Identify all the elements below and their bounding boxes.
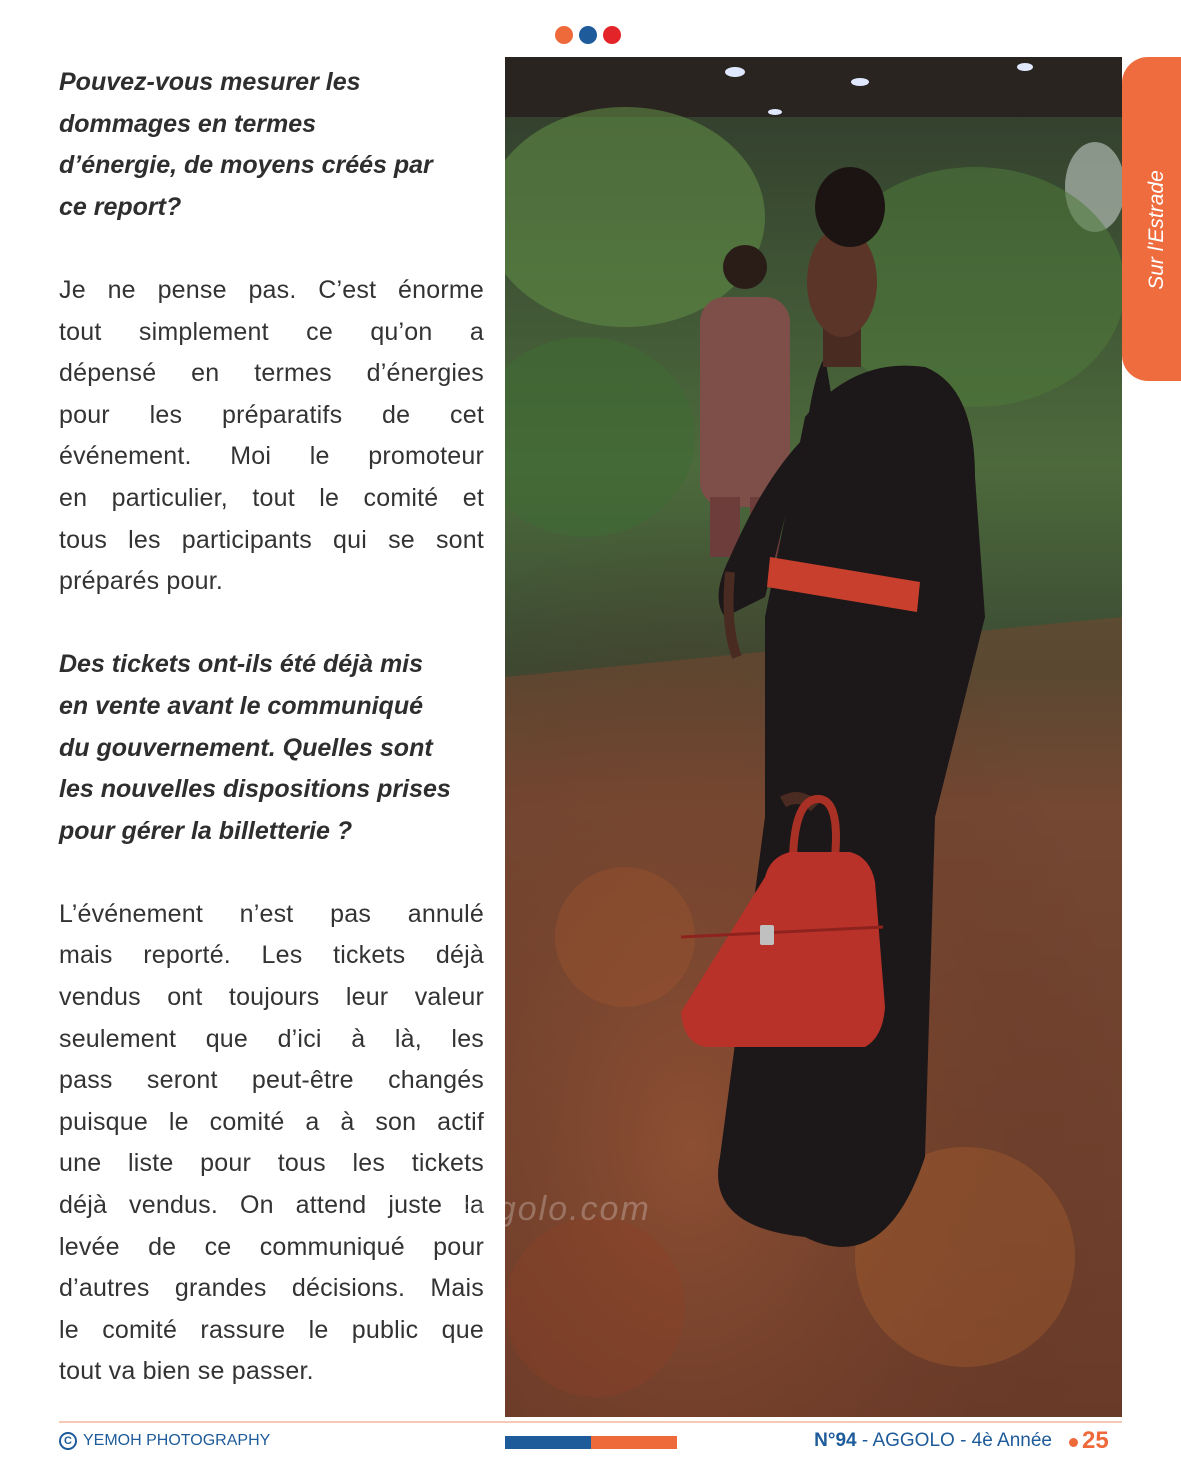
text-line: vendus ont toujours leur valeur — [59, 983, 484, 1012]
text-line: d’énergie, de moyens créés par — [59, 151, 433, 180]
text-line: pour les préparatifs de cet — [59, 400, 484, 429]
text-line: levée de ce communiqué pour — [59, 1232, 484, 1261]
page-number: 25 — [1082, 1427, 1109, 1454]
text-line: d’autres grandes décisions. Mais — [59, 1274, 484, 1303]
article-text — [59, 62, 484, 1393]
red-dot — [603, 26, 621, 44]
text-line: Pouvez-vous mesurer les — [59, 68, 361, 96]
interview-answer — [59, 270, 484, 603]
text-line: dépensé en termes d’énergies — [59, 359, 484, 388]
photo-credit — [59, 1432, 270, 1450]
footer-bar-orange — [591, 1436, 677, 1449]
interview-question — [59, 62, 484, 228]
decorative-dots — [555, 26, 621, 44]
text-line: mais reporté. Les tickets déjà — [59, 941, 484, 970]
page-dot — [1069, 1438, 1078, 1447]
text-line: du gouvernement. Quelles sont — [59, 733, 433, 762]
issue-details: - AGGOLO - 4è Année — [856, 1430, 1052, 1451]
text-line: Des tickets ont-ils été déjà mis — [59, 650, 424, 679]
text-line: le comité rassure le public que — [59, 1315, 484, 1344]
photo-credit-text: YEMOH PHOTOGRAPHY — [83, 1432, 271, 1449]
text-line: puisque le comité a à son actif — [59, 1107, 484, 1136]
interview-question — [59, 644, 484, 852]
text-line: préparés pour. — [59, 567, 224, 596]
watermark: aggolo.com — [455, 1190, 651, 1228]
text-line: déjà vendus. On attend juste la — [59, 1191, 484, 1220]
paragraph-spacer — [59, 603, 484, 645]
text-line: événement. Moi le promoteur — [59, 442, 484, 471]
text-line: Je ne pense pas. C’est énorme — [59, 275, 484, 304]
copyright-icon: C — [59, 1432, 77, 1450]
issue-number: N°94 — [814, 1430, 857, 1451]
interview-answer — [59, 894, 484, 1393]
orange-dot — [555, 26, 573, 44]
text-line: une liste pour tous les tickets — [59, 1149, 484, 1178]
text-line: pour gérer la billetterie ? — [59, 816, 353, 845]
text-line: L’événement n’est pas annulé — [59, 899, 484, 928]
text-line: dommages en termes — [59, 109, 317, 138]
text-line: tous les participants qui se sont — [59, 525, 484, 554]
text-line: pass seront peut-être changés — [59, 1066, 484, 1095]
text-line: les nouvelles dispositions prises — [59, 775, 451, 804]
section-tab-label: Sur l'Estrade — [1145, 170, 1168, 290]
paragraph-spacer — [59, 228, 484, 270]
text-line: seulement que d’ici à là, les — [59, 1024, 484, 1053]
issue-info — [814, 1430, 1052, 1452]
text-line: en particulier, tout le comité et — [59, 483, 484, 512]
text-line: ce report? — [59, 192, 182, 221]
footer-bar-blue — [505, 1436, 591, 1449]
blue-dot — [579, 26, 597, 44]
footer-divider — [59, 1421, 1122, 1423]
text-line: tout va bien se passer. — [59, 1357, 314, 1386]
text-line: en vente avant le communiqué — [59, 691, 423, 720]
paragraph-spacer — [59, 852, 484, 894]
text-line: tout simplement ce qu’on a — [59, 317, 484, 346]
